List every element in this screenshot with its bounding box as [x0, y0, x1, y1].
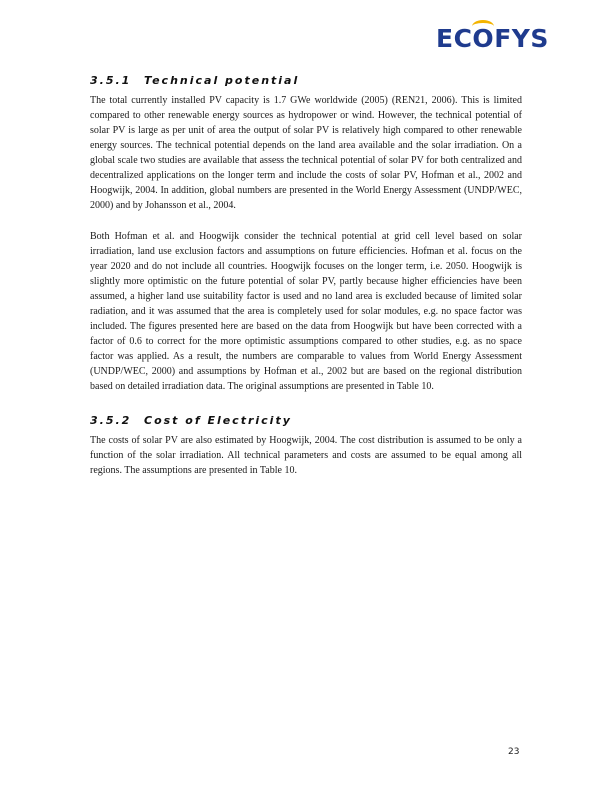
section-title: Technical potential: [144, 74, 300, 87]
section-heading-cost-of-electricity: [90, 414, 522, 427]
section-title: Cost of Electricity: [144, 414, 292, 427]
paragraph: The total currently installed PV capacity is 1.7 GWe worldwide (2005) (REN21, 2006). This is limited compared to other renewable energy sources as hydropower or wind. However, the technical potential of solar PV is large as per unit of area the output of solar PV is relatively high compared to other renewable energy sources. The technical potential depends on the land area available and the solar irradiation. On a global scale two studies are available that assess the technical potential of solar PV for both centralized and decentralized applications on the longer term and include the costs of solar PV, Hofman et al., 2002 and Hoogwijk, 2004. In addition, global numbers are presented in the World Energy Assessment (UNDP/WEC, 2000) and by Johansson et al., 2004.: [90, 95, 522, 211]
section-number: 3.5.1: [90, 74, 132, 87]
logo-eco-text: ECO: [436, 24, 495, 53]
page-content: [90, 74, 522, 478]
section-number: 3.5.2: [90, 414, 132, 427]
paragraph: Both Hofman et al. and Hoogwijk consider the technical potential at grid cell level based on solar irradiation, land use exclusion factors and assumptions on future efficiencies. Hofman et al. focus on the year 2020 and do not include all countries. Hoogwijk focuses on the longer term, i.e. 2050. Hoogwijk is slightly more optimistic on the future potential of solar PV, partly because higher efficiencies have been assumed, a higher land use suitability factor is used and no land area is excluded because of limited solar radiation, and it was assumed that the area is completely used for solar modules, e.g. no space factor was included. The figures presented here are based on the data from Hoogwijk but have been corrected with a factor of 0.6 to correct for the more optimistic assumptions compared to other studies, e.g. as no space factor was applied. As a result, the numbers are comparable to values from World Energy Assessment (UNDP/WEC, 2000) and assumptions by Hofman et al., 2002 but are based on the regional distribution based on detailed irradiation data. The original assumptions are presented in Table 10.: [90, 231, 522, 392]
page-number: 23: [508, 747, 520, 757]
logo-wordmark: [436, 24, 549, 54]
logo-fys-text: FYS: [494, 24, 549, 53]
paragraph: The costs of solar PV are also estimated by Hoogwijk, 2004. The cost distribution is assumed to be only a function of the solar irradiation. All technical parameters and costs are assumed to be equal among all regions. The assumptions are presented in Table 10.: [90, 435, 522, 476]
logo-sun-arc-icon: [472, 20, 494, 33]
section-heading-technical-potential: [90, 74, 522, 87]
ecofys-logo: [436, 24, 549, 54]
